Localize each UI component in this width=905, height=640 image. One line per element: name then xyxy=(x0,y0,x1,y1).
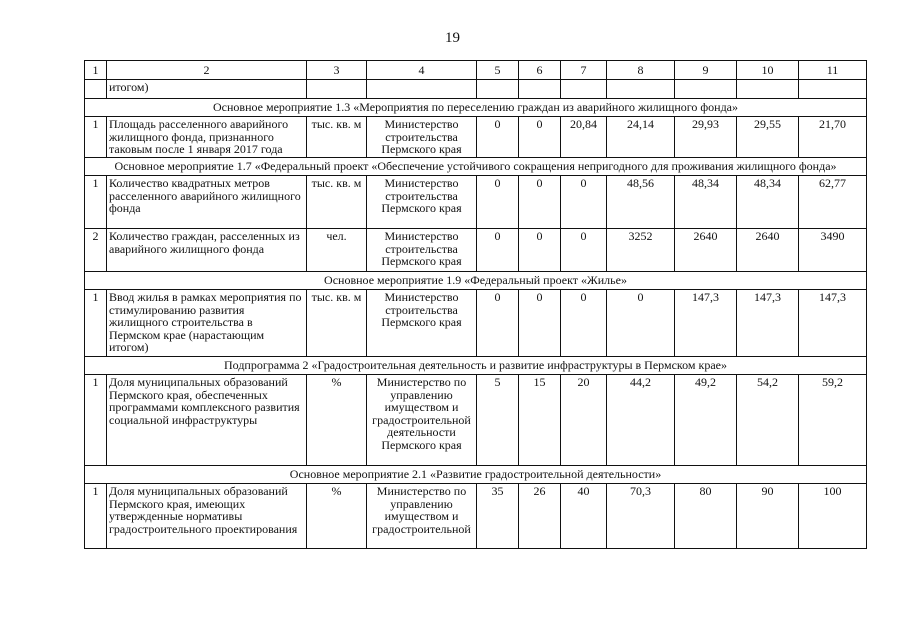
header-cell: 9 xyxy=(675,61,737,80)
section-title: Основное мероприятие 1.9 «Федеральный проект «Жилье» xyxy=(85,272,867,290)
value-cell: 29,93 xyxy=(675,117,737,158)
header-cell: 8 xyxy=(607,61,675,80)
table-row xyxy=(85,484,867,549)
value-cell: 62,77 xyxy=(799,176,867,229)
value-cell: 26 xyxy=(519,484,561,549)
indicator-name: Доля муниципальных образований Пермского края, имеющих утвержденные нормативы градостроительного проектирования xyxy=(107,484,307,549)
table-row xyxy=(85,375,867,466)
value-cell: 90 xyxy=(737,484,799,549)
value-cell: 147,3 xyxy=(799,290,867,357)
table-header-row xyxy=(85,61,867,80)
unit: тыс. кв. м xyxy=(307,117,367,158)
unit: % xyxy=(307,484,367,549)
value-cell: 0 xyxy=(477,290,519,357)
section-row xyxy=(85,466,867,484)
value-cell: 0 xyxy=(477,229,519,272)
value-cell: 3252 xyxy=(607,229,675,272)
value-cell: 70,3 xyxy=(607,484,675,549)
header-cell: 10 xyxy=(737,61,799,80)
header-cell: 6 xyxy=(519,61,561,80)
value-cell: 59,2 xyxy=(799,375,867,466)
value-cell: 44,2 xyxy=(607,375,675,466)
value-cell: 0 xyxy=(561,229,607,272)
value-cell: 40 xyxy=(561,484,607,549)
value-cell: 147,3 xyxy=(737,290,799,357)
value-cell: 0 xyxy=(519,229,561,272)
section-row xyxy=(85,158,867,176)
value-cell: 0 xyxy=(519,176,561,229)
value-cell: 147,3 xyxy=(675,290,737,357)
indicator-name: Количество граждан, расселенных из аварийного жилищного фонда xyxy=(107,229,307,272)
header-cell: 5 xyxy=(477,61,519,80)
subprogram-title: Подпрограмма 2 «Градостроительная деятельность и развитие инфраструктуры в Пермском крае» xyxy=(85,357,867,375)
indicators-table xyxy=(84,60,867,549)
table-row xyxy=(85,80,867,99)
table-row xyxy=(85,229,867,272)
value-cell: 0 xyxy=(607,290,675,357)
table-row xyxy=(85,117,867,158)
value-cell: 48,56 xyxy=(607,176,675,229)
value-cell: 80 xyxy=(675,484,737,549)
section-row xyxy=(85,272,867,290)
value-cell: 2640 xyxy=(675,229,737,272)
row-number: 1 xyxy=(85,176,107,229)
header-cell: 4 xyxy=(367,61,477,80)
value-cell: 21,70 xyxy=(799,117,867,158)
value-cell: 0 xyxy=(519,117,561,158)
indicator-name: итогом) xyxy=(107,80,307,99)
value-cell: 24,14 xyxy=(607,117,675,158)
unit: чел. xyxy=(307,229,367,272)
value-cell: 29,55 xyxy=(737,117,799,158)
page-number: 19 xyxy=(445,30,460,46)
table-row xyxy=(85,176,867,229)
header-cell: 1 xyxy=(85,61,107,80)
section-title: Основное мероприятие 1.7 «Федеральный проект «Обеспечение устойчивого сокращения непригодного для проживания жилищного фонда» xyxy=(85,158,867,176)
unit: % xyxy=(307,375,367,466)
value-cell: 0 xyxy=(561,290,607,357)
value-cell: 49,2 xyxy=(675,375,737,466)
value-cell: 20 xyxy=(561,375,607,466)
value-cell: 0 xyxy=(477,117,519,158)
indicator-name: Площадь расселенного аварийного жилищного фонда, признанного таковым после 1 января 2017 года xyxy=(107,117,307,158)
indicator-name: Количество квадратных метров расселенного аварийного жилищного фонда xyxy=(107,176,307,229)
section-row xyxy=(85,357,867,375)
value-cell: 15 xyxy=(519,375,561,466)
value-cell: 48,34 xyxy=(675,176,737,229)
responsible-org: Министерство по управлению имуществом и градостроительной xyxy=(367,484,477,549)
section-title: Основное мероприятие 1.3 «Мероприятия по переселению граждан из аварийного жилищного фонда» xyxy=(85,99,867,117)
section-row xyxy=(85,99,867,117)
value-cell: 35 xyxy=(477,484,519,549)
unit: тыс. кв. м xyxy=(307,290,367,357)
row-number: 1 xyxy=(85,375,107,466)
indicator-name: Ввод жилья в рамках мероприятия по стимулированию развития жилищного строительства в Пермском крае (нарастающим итогом) xyxy=(107,290,307,357)
row-number: 1 xyxy=(85,117,107,158)
header-cell: 7 xyxy=(561,61,607,80)
indicator-name: Доля муниципальных образований Пермского края, обеспеченных программами комплексного развития социальной инфраструктуры xyxy=(107,375,307,466)
value-cell: 2640 xyxy=(737,229,799,272)
header-cell: 3 xyxy=(307,61,367,80)
row-number: 1 xyxy=(85,484,107,549)
value-cell: 3490 xyxy=(799,229,867,272)
value-cell: 54,2 xyxy=(737,375,799,466)
responsible-org: Министерство по управлению имуществом и градостроительной деятельности Пермского края xyxy=(367,375,477,466)
value-cell: 0 xyxy=(519,290,561,357)
row-number: 1 xyxy=(85,290,107,357)
responsible-org: Министерство строительства Пермского края xyxy=(367,117,477,158)
value-cell: 0 xyxy=(561,176,607,229)
value-cell: 5 xyxy=(477,375,519,466)
row-number: 2 xyxy=(85,229,107,272)
value-cell: 48,34 xyxy=(737,176,799,229)
value-cell: 100 xyxy=(799,484,867,549)
responsible-org: Министерство строительства Пермского края xyxy=(367,229,477,272)
section-title: Основное мероприятие 2.1 «Развитие градостроительной деятельности» xyxy=(85,466,867,484)
responsible-org: Министерство строительства Пермского края xyxy=(367,176,477,229)
header-cell: 2 xyxy=(107,61,307,80)
value-cell: 0 xyxy=(477,176,519,229)
responsible-org: Министерство строительства Пермского края xyxy=(367,290,477,357)
value-cell: 20,84 xyxy=(561,117,607,158)
table-row xyxy=(85,290,867,357)
unit: тыс. кв. м xyxy=(307,176,367,229)
header-cell: 11 xyxy=(799,61,867,80)
